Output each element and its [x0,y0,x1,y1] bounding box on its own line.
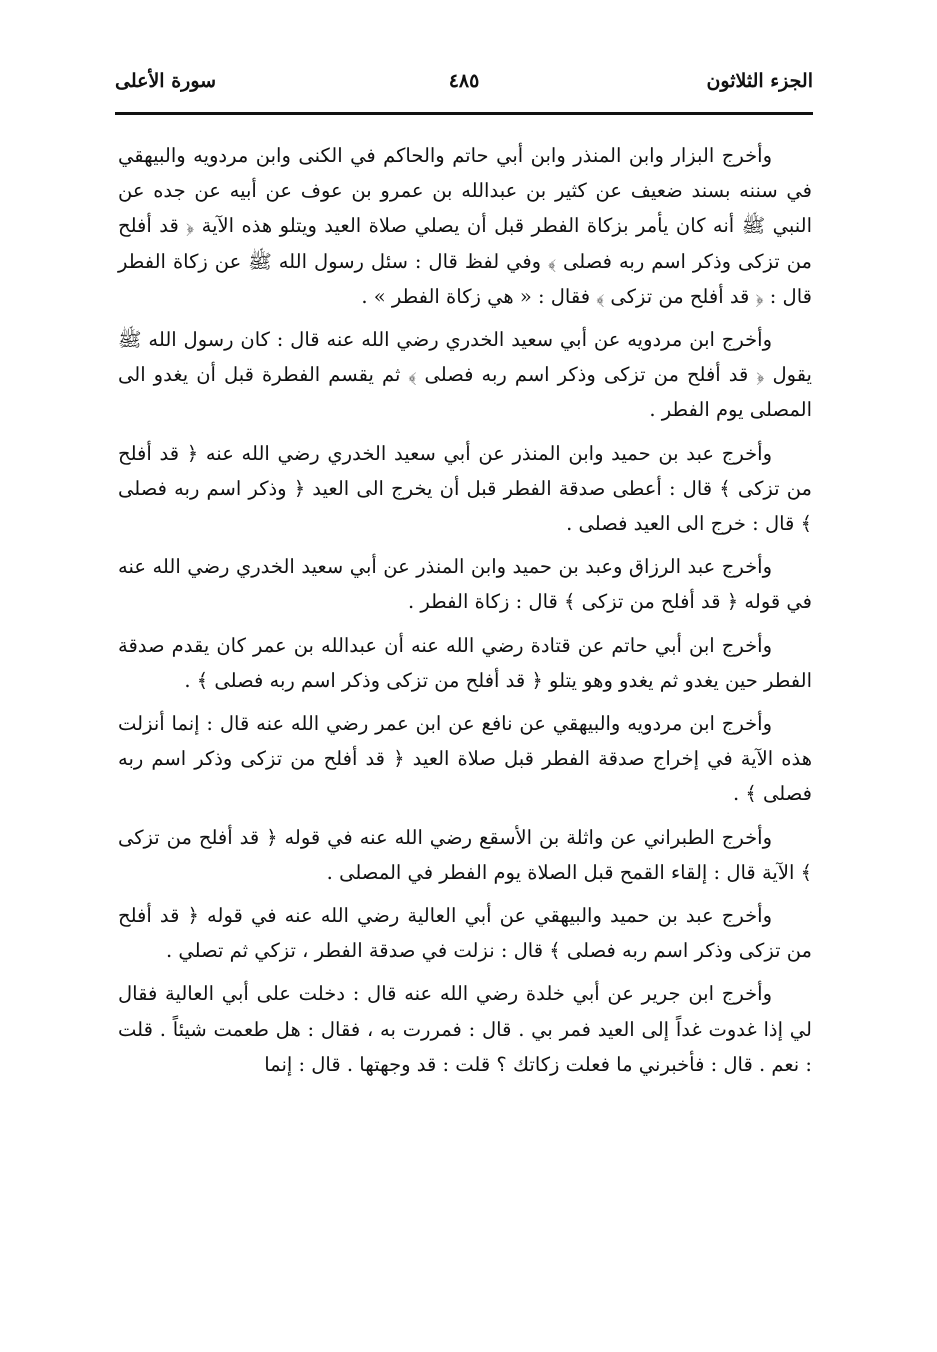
paragraph: وأخرج الطبراني عن واثلة بن الأسقع رضي الله عنه في قوله ﴿ قد أفلح من تزكى ﴾ الآية قال : إلقاء القمح قبل الصلاة يوم الفطر في المصلى . [118,825,812,884]
paragraph: وأخرج عبد بن حميد وابن المنذر عن أبي سعيد الخدري رضي الله عنه ﴿ قد أفلح من تزكى ﴾ قال : أعطى صدقة الفطر قبل أن يخرج الى العيد ﴿ وذكر اسم ربه فصلى ﴾ قال : خرج الى العيد فصلى . [118,441,812,536]
paragraph: وأخرج البزار وابن المنذر وابن أبي حاتم والحاكم في الكنى وابن مردويه والبيهقي في سننه بسند ضعيف عن كثير بن عبدالله بن عمرو بن عوف عن أبيه عن جده عن النبي ﷺ أنه كان يأمر بزكاة الفطر قبل أن يصلي صلاة العيد ويتلو هذه الآية ﴿ قد أفلح من تزكى وذكر اسم ربه فصلى ﴾ وفي لفظ قال : سئل رسول الله ﷺ عن زكاة الفطر قال : ﴿ قد أفلح من تزكى ﴾ فقال : « هي زكاة الفطر » . [118,144,812,308]
surah-title: سورة الأعلى [115,70,217,92]
header-divider [115,112,813,115]
page-number: ٤٨٥ [448,70,480,92]
paragraph: وأخرج ابن أبي حاتم عن قتادة رضي الله عنه أن عبدالله بن عمر كان يقدم صدقة الفطر حين يغدو ثم يغدو وهو يتلو ﴿ قد أفلح من تزكى وذكر اسم ربه فصلى ﴾ . [118,633,812,692]
paragraph: وأخرج ابن مردويه والبيهقي عن نافع عن ابن عمر رضي الله عنه قال : إنما أنزلت هذه الآية في إخراج صدقة الفطر قبل صلاة العيد ﴿ قد أفلح من تزكى وذكر اسم ربه فصلى ﴾ . [118,712,812,806]
paragraph: وأخرج ابن مردويه عن أبي سعيد الخدري رضي الله عنه قال : كان رسول الله ﷺ يقول ﴿ قد أفلح من تزكى وذكر اسم ربه فصلى ﴾ ثم يقسم الفطرة قبل أن يغدو الى المصلى يوم الفطر . [118,328,812,422]
page-header [115,66,813,106]
paragraph: وأخرج ابن جرير عن أبي خلدة رضي الله عنه قال : دخلت على أبي العالية فقال لي إذا غدوت غداً إلى العيد فمر بي . قال : فمررت به ، فقال : هل طعمت شيئاً . قلت : نعم . قال : فأخبرني ما فعلت زكاتك ؟ قلت : قد وجهتها . قال : إنما [118,982,812,1076]
juz-title: الجزء الثلاثون [706,70,813,92]
paragraph: وأخرج عبد بن حميد والبيهقي عن أبي العالية رضي الله عنه في قوله ﴿ قد أفلح من تزكى وذكر اسم ربه فصلى ﴾ قال : نزلت في صدقة الفطر ، تزكي ثم تصلي . [118,904,812,963]
page-body [118,138,812,1090]
paragraph: وأخرج عبد الرزاق وعبد بن حميد وابن المنذر عن أبي سعيد الخدري رضي الله عنه في قوله ﴿ قد أفلح من تزكى ﴾ قال : زكاة الفطر . [118,555,812,614]
